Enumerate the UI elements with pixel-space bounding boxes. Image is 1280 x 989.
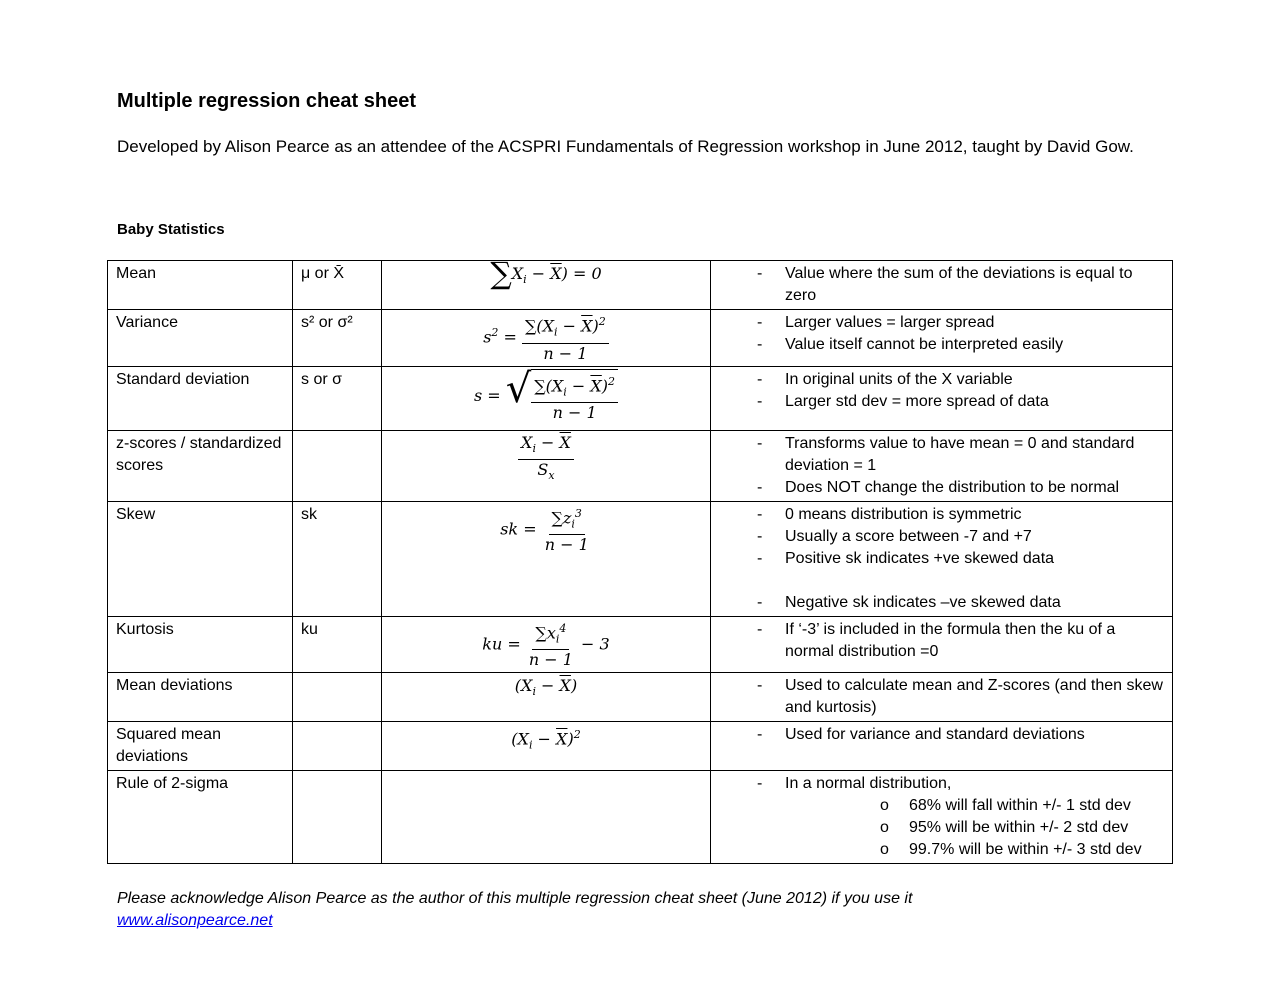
note: - Used for variance and standard deviations (719, 724, 1164, 746)
stats-table (107, 256, 1173, 864)
note: - Value where the sum of the deviations is equal to zero (719, 263, 1164, 307)
formula-empty (382, 771, 711, 864)
row-symbol: μ or X̄ (293, 261, 382, 310)
table-row (108, 430, 1173, 501)
formula-kurtosis: ku = $\frac{\sum x_i^4}{n - 1}$ − 3 (382, 616, 711, 673)
table-row (108, 310, 1173, 367)
note: - In a normal distribution, o 68% will fall within +/- 1 std dev o 95% will be within +/- 2 std dev o 99.7% will be within +/- 3 std dev (719, 773, 1164, 861)
table-row (108, 673, 1173, 722)
note: - Does NOT change the distribution to be normal (719, 477, 1164, 499)
table-row (108, 366, 1173, 430)
row-symbol (293, 673, 382, 722)
note: - Transforms value to have mean = 0 and standard deviation = 1 (719, 433, 1164, 477)
row-symbol (293, 430, 382, 501)
row-name: Mean (108, 261, 293, 310)
note: - Larger std dev = more spread of data (719, 391, 1164, 413)
formula-mean: $\sum X_i - \overline{X}) = 0$ (382, 261, 711, 310)
row-name: Skew (108, 501, 293, 616)
note: - In original units of the X variable (719, 369, 1164, 391)
note: - Usually a score between -7 and +7 (719, 526, 1164, 548)
table-row (108, 261, 1173, 310)
note-spacer (719, 570, 1164, 592)
note: - Used to calculate mean and Z-scores (and then skew and kurtosis) (719, 675, 1164, 719)
subnote: o 99.7% will be within +/- 3 std dev (785, 839, 1164, 861)
row-name: Mean deviations (108, 673, 293, 722)
row-name: Variance (108, 310, 293, 367)
row-name: Squared mean deviations (108, 722, 293, 771)
intro-text: Developed by Alison Pearce as an attendee of the ACSPRI Fundamentals of Regression workshop in June 2012, taught by David Gow. (117, 137, 1134, 156)
row-symbol: s² or σ² (293, 310, 382, 367)
table-row (108, 722, 1173, 771)
formula-variance: $s^2$ = $\frac{\sum(X_i - \overline{X})^2}{n - 1}$ (382, 310, 711, 367)
table-row (108, 771, 1173, 864)
row-symbol: sk (293, 501, 382, 616)
note: - Value itself cannot be interpreted easily (719, 334, 1164, 356)
row-symbol: ku (293, 616, 382, 673)
table-row (108, 501, 1173, 616)
formula-squared-deviation: $(X_i - \overline{X})^2$ (382, 722, 711, 771)
note: - Negative sk indicates –ve skewed data (719, 592, 1164, 614)
acknowledgement-text: Please acknowledge Alison Pearce as the author of this multiple regression cheat sheet (June 2012) if you use it (117, 890, 913, 907)
row-symbol: s or σ (293, 366, 382, 430)
formula-mean-deviation: $(X_i - \overline{X})$ (382, 673, 711, 722)
row-symbol (293, 722, 382, 771)
formula-z-score: $\frac{X_i - \overline{X}}{S_x}$ (382, 430, 711, 501)
website-link[interactable]: www.alisonpearce.net (117, 912, 273, 929)
subnote: o 68% will fall within +/- 1 std dev (785, 795, 1164, 817)
row-name: Kurtosis (108, 616, 293, 673)
formula-std-dev: s = √ $\frac{\sum(X_i - \overline{X})^2}{n - 1}$ (382, 366, 711, 430)
note: - 0 means distribution is symmetric (719, 504, 1164, 526)
subnote: o 95% will be within +/- 2 std dev (785, 817, 1164, 839)
row-name: z-scores / standardized scores (108, 430, 293, 501)
row-name: Standard deviation (108, 366, 293, 430)
formula-skew: sk = $\frac{\sum z_i^3}{n - 1}$ (382, 501, 711, 616)
footer (117, 888, 912, 932)
note: - Positive sk indicates +ve skewed data (719, 548, 1164, 570)
section-title: Baby Statistics (117, 221, 225, 238)
table-row (108, 616, 1173, 673)
page-title: Multiple regression cheat sheet (117, 90, 416, 112)
note: - Larger values = larger spread (719, 312, 1164, 334)
note: - If ‘-3’ is included in the formula then the ku of a normal distribution =0 (719, 619, 1164, 663)
row-symbol (293, 771, 382, 864)
row-name: Rule of 2-sigma (108, 771, 293, 864)
